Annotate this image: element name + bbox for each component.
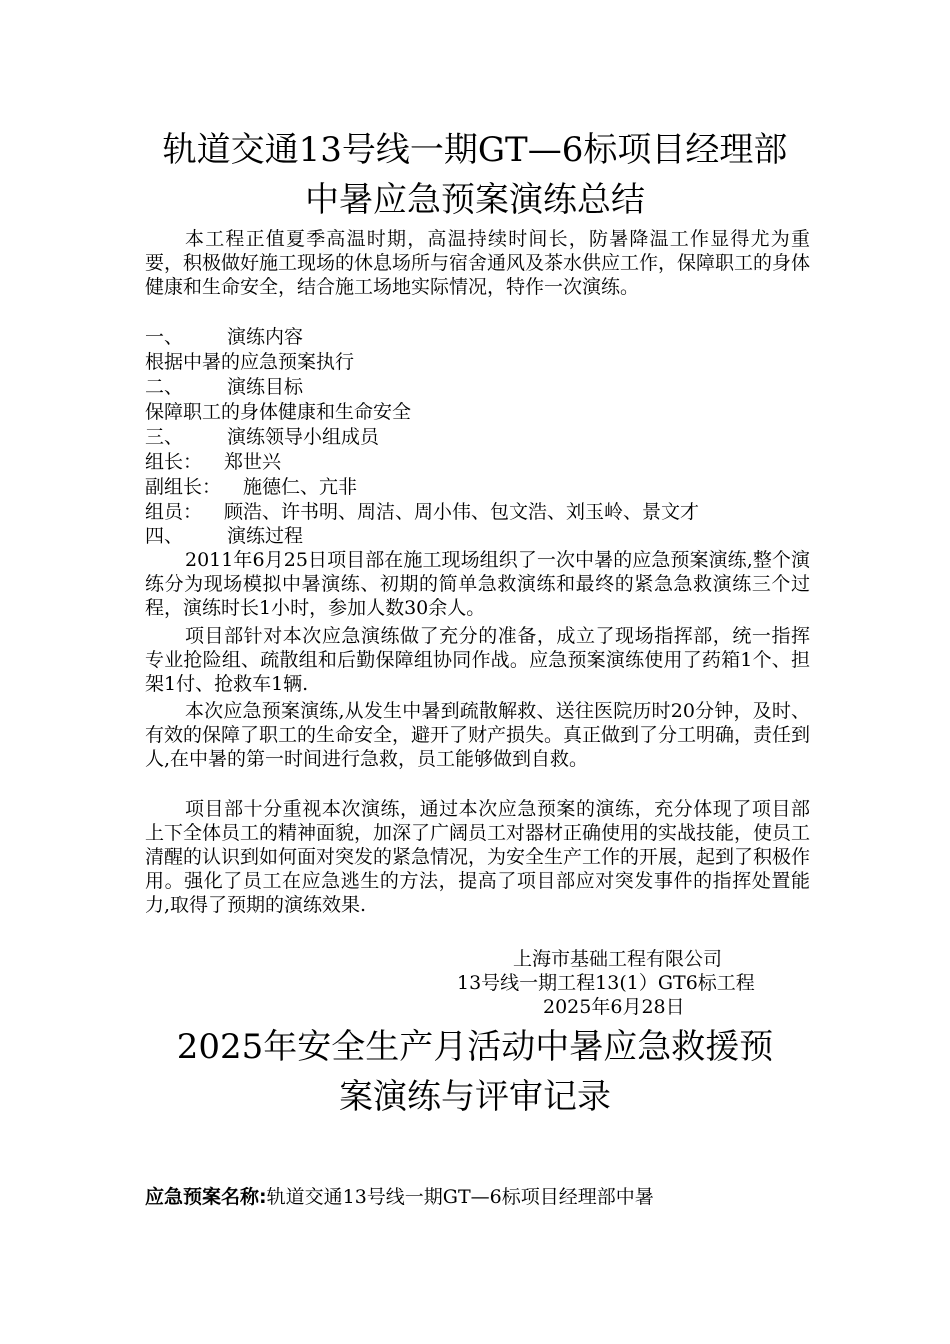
record-title-line1: 2025年安全生产月活动中暑应急救援预 bbox=[176, 1027, 774, 1067]
plan-name-label: 应急预案名称: bbox=[145, 1186, 267, 1208]
process-paragraph-1: 2011年6月25日项目部在施工现场组织了一次中暑的应急预案演练,整个演练分为现场模拟中暑演练、初期的简单急救演练和最终的紧急急救演练三个过程，演练时长1小时，参加人数30余人。 bbox=[145, 549, 810, 619]
plan-name-value: 轨道交通13号线一期GT—6标项目经理部中暑 bbox=[266, 1186, 654, 1208]
deputy-names: 施德仁、亢非 bbox=[243, 476, 358, 498]
signature-project: 13号线一期工程13(1）GT6标工程 bbox=[457, 972, 755, 994]
leader-label: 组长： bbox=[145, 451, 203, 473]
section-heading-content bbox=[145, 325, 825, 349]
leader-row bbox=[145, 450, 825, 474]
signature-company: 上海市基础工程有限公司 bbox=[513, 948, 723, 970]
section-number: 四、 bbox=[145, 525, 184, 547]
plan-name-row bbox=[145, 1185, 825, 1209]
deputy-label: 副组长： bbox=[145, 476, 222, 498]
section-number: 二、 bbox=[145, 376, 184, 398]
section-title: 演练内容 bbox=[227, 326, 304, 348]
record-title-line2: 案演练与评审记录 bbox=[339, 1077, 611, 1117]
process-paragraph-2: 项目部针对本次应急演练做了充分的准备，成立了现场指挥部，统一指挥专业抢险组、疏散组和后勤保障组协同作战。应急预案演练使用了药箱1个、担架1付、抢救车1辆. bbox=[145, 625, 810, 695]
signature-date: 2025年6月28日 bbox=[543, 996, 685, 1018]
section-title: 演练领导小组成员 bbox=[227, 426, 380, 448]
section-title: 演练过程 bbox=[227, 525, 304, 547]
section-body-content: 根据中暑的应急预案执行 bbox=[145, 351, 355, 373]
section-body-goal: 保障职工的身体健康和生命安全 bbox=[145, 401, 412, 423]
summary-title-line1: 轨道交通13号线一期GT—6标项目经理部 bbox=[162, 130, 788, 170]
section-number: 一、 bbox=[145, 326, 184, 348]
deputy-row bbox=[145, 475, 825, 499]
process-paragraph-3: 本次应急预案演练,从发生中暑到疏散解救、送往医院历时20分钟，及时、有效的保障了职工的生命安全，避开了财产损失。真正做到了分工明确，责任到人,在中暑的第一时间进行急救，员工能够做到自救。 bbox=[145, 700, 811, 770]
section-title: 演练目标 bbox=[227, 376, 304, 398]
members-label: 组员： bbox=[145, 501, 203, 523]
leader-name: 郑世兴 bbox=[224, 451, 282, 473]
section-number: 三、 bbox=[145, 426, 184, 448]
summary-title-line2: 中暑应急预案演练总结 bbox=[305, 180, 645, 220]
section-heading-goal bbox=[145, 375, 825, 399]
section-heading-leaders bbox=[145, 425, 825, 449]
members-row bbox=[145, 500, 825, 524]
intro-paragraph: 本工程正值夏季高温时期，高温持续时间长，防暑降温工作显得尤为重要，积极做好施工现场的休息场所与宿舍通风及茶水供应工作，保障职工的身体健康和生命安全，结合施工场地实际情况，特作一次演练。 bbox=[145, 228, 811, 298]
process-paragraph-4: 项目部十分重视本次演练，通过本次应急预案的演练，充分体现了项目部上下全体员工的精神面貌，加深了广阔员工对器材正确使用的实战技能，使员工清醒的认识到如何面对突发的紧急情况，为安全生产工作的开展，起到了积极作用。强化了员工在应急逃生的方法，提高了项目部应对突发事件的指挥处置能力,取得了预期的演练效果. bbox=[145, 798, 811, 916]
members-names: 顾浩、许书明、周洁、周小伟、包文浩、刘玉岭、景文才 bbox=[224, 501, 700, 523]
section-heading-process bbox=[145, 524, 825, 548]
